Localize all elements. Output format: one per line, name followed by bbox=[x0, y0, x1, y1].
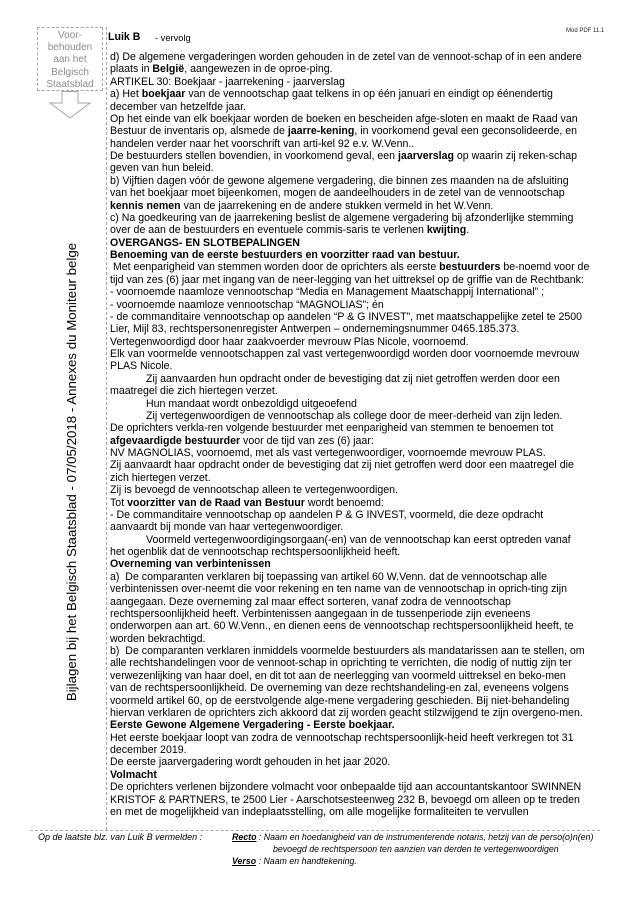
text-run: maatregel die zich hiertegen verzet. bbox=[110, 385, 278, 398]
text-line bbox=[110, 583, 600, 595]
text-run: Zij aanvaardt haar opdracht onder de bevestiging dat zij niet getroffen werd door een maatregel die bbox=[110, 459, 574, 472]
text-line bbox=[110, 410, 600, 422]
text-run: Met eenparigheid van stemmen worden door de oprichters als eerste bbox=[110, 261, 440, 274]
text-line bbox=[110, 323, 600, 335]
bold-text-run: boekjaar bbox=[141, 88, 186, 101]
text-run: zich hiertegen verzet. bbox=[110, 471, 211, 484]
text-run: rechtspersoonlijkheid heeft. Verbintenissen aangegaan in de tussenperiode zijn eveneens bbox=[110, 607, 531, 620]
text-line bbox=[110, 261, 600, 273]
text-line bbox=[110, 732, 600, 744]
text-run: van de jaarrekening en de andere stukken vermeld in het W.Venn. bbox=[180, 199, 494, 212]
bold-text-run: België bbox=[152, 63, 185, 76]
text-run: Zij aanvaarden hun opdracht onder de bevestiging dat zij niet getroffen werden door een bbox=[146, 372, 560, 385]
text-line bbox=[110, 509, 600, 521]
bold-text-run: jaarverslag bbox=[397, 150, 454, 162]
form-code: Mod PDF 11.1 bbox=[566, 28, 605, 34]
text-line bbox=[110, 76, 600, 88]
text-run: b) Vijftien dagen vóór de gewone algemene vergadering, die binnen zes maanden na de afsluiting bbox=[110, 174, 569, 187]
reserved-area-line: aan het bbox=[53, 54, 87, 66]
text-run: en met de mogelijkheid van indeplaatsstelling, om alle mogelijke formaliteiten te vervullen bbox=[110, 805, 529, 818]
text-run: december 2019. bbox=[110, 744, 187, 756]
text-line bbox=[110, 113, 600, 125]
text-line bbox=[110, 187, 600, 199]
text-run: Lier, Mijl 83, rechtspersonenregister Antwerpen – ondernemingsnummer 0465.185.373. bbox=[110, 323, 520, 336]
text-line bbox=[110, 695, 600, 707]
text-line bbox=[110, 769, 600, 781]
text-line bbox=[110, 534, 600, 546]
text-line bbox=[110, 596, 600, 608]
text-run: Het eerste boekjaar loopt van zodra de vennootschap rechtspersoonlijk-heid heeft verkregen tot 31 bbox=[110, 731, 574, 744]
text-line bbox=[110, 360, 600, 372]
text-line bbox=[110, 237, 600, 249]
text-line bbox=[110, 224, 600, 236]
text-run: het ogenblik dat de vennootschap rechtspersoonlijkheid heeft. bbox=[110, 546, 401, 558]
text-line bbox=[110, 657, 600, 669]
bold-text-run: Volmacht bbox=[110, 768, 157, 781]
text-line bbox=[110, 521, 600, 533]
text-run: Zij is bevoegd de vennootschap alleen te vertegenwoordigen. bbox=[110, 484, 398, 497]
text-run: . bbox=[466, 224, 470, 237]
bold-text-run: afgevaardigde bestuurder bbox=[110, 434, 241, 447]
text-run: - de commanditaire vennootschap op aandelen “P & G INVEST”, met maatschappelijke zetel te 2500 bbox=[110, 310, 583, 323]
section-title: Luik B bbox=[108, 31, 141, 43]
section-continuation: - vervolg bbox=[155, 33, 191, 43]
footer-instruction: Op de laatste blz. van Luik B vermelden : bbox=[38, 832, 203, 842]
text-run: Elk van voormelde vennootschappen zal vast vertegenwoordigd worden door voornoemde mevrouw bbox=[110, 348, 580, 360]
vertical-annex-label: Bijlagen bij het Belgisch Staatsblad - 07/05/2018 - Annexes du Moniteur belge bbox=[64, 242, 79, 702]
bold-text-run: OVERGANGS- EN SLOTBEPALINGEN bbox=[110, 236, 300, 249]
text-line bbox=[110, 138, 600, 150]
text-run: c) Na goedkeuring van de jaarrekening beslist de algemene vergadering bij afzonderlijke stemming bbox=[110, 211, 574, 224]
text-run: a) Het bbox=[110, 88, 142, 101]
text-line bbox=[110, 373, 600, 385]
text-line bbox=[110, 212, 600, 224]
text-line bbox=[110, 51, 600, 63]
text-run: worden bekrachtigd. bbox=[110, 632, 206, 645]
reserved-area-line: Belgisch bbox=[51, 66, 89, 78]
text-run: De eerste jaarvergadering wordt gehouden in het jaar 2020. bbox=[110, 756, 391, 769]
text-run: Voormeld vertegenwoordigingsorgaan(-en) van de vennootschap kan eerst optreden vanaf bbox=[146, 533, 571, 546]
text-run: voormeld artikel 60, op de eerstvolgende alge-mene vergadering geschieden. Bij niet-behandeling bbox=[110, 694, 570, 707]
text-line bbox=[110, 558, 600, 570]
text-run: , in voorkomend geval een geconsolideerde, en bbox=[354, 125, 578, 138]
text-run: december van hetzelfde jaar. bbox=[110, 100, 247, 113]
text-line bbox=[110, 88, 600, 100]
recto-text: : Naam en hoedanigheid van de instrumenterende notaris, hetzij van de perso(o)n(en) bbox=[256, 832, 594, 842]
text-line bbox=[110, 571, 600, 583]
text-run: verbintenissen over-neemt die voor rekening en ten name van de vennootschap in oprich-ting zijn bbox=[110, 583, 567, 596]
text-line bbox=[110, 299, 600, 311]
bold-text-run: kennis nemen bbox=[110, 199, 181, 212]
text-line bbox=[110, 200, 600, 212]
text-line bbox=[110, 781, 600, 793]
reserved-area bbox=[37, 27, 103, 91]
text-line bbox=[110, 497, 600, 509]
text-run: onderworpen aan art. 60 W.Venn., en dienen eens de vennootschap rechtspersoonlijkheid heeft, te bbox=[110, 620, 574, 633]
text-run: aangegaan. Deze overneming zal maar effect sorteren, vanaf zodra de vennootschap bbox=[110, 595, 511, 608]
text-run: ARTIKEL 30: Boekjaar - jaarrekening - jaarverslag bbox=[110, 75, 345, 88]
text-run: Bestuur de inventaris op, alsmede de bbox=[110, 125, 288, 138]
text-line bbox=[110, 484, 600, 496]
text-run: Op het einde van elk boekjaar worden de boeken en bescheiden afge-sloten en maakt de Raad van bbox=[110, 112, 578, 125]
body-text bbox=[110, 51, 600, 818]
text-run: van de rechtspersoonlijkheid. De overneming van deze rechtshandeling-en zal, eveneens volgens bbox=[110, 682, 569, 695]
text-line bbox=[110, 645, 600, 657]
text-run: De oprichters verkla-ren volgende bestuurder met eenparigheid van stemmen te benoemen tot bbox=[110, 422, 554, 435]
text-line bbox=[110, 794, 600, 806]
text-line bbox=[110, 633, 600, 645]
text-run: hiervan verklaren de oprichters zich akkoord dat zij worden geacht stilzwijgend te zijn overgeno-men. bbox=[110, 706, 583, 719]
text-run: plaats in bbox=[110, 63, 153, 76]
bold-text-run: jaarre-kening bbox=[287, 125, 355, 138]
text-run: , aangewezen in de oproe-ping. bbox=[184, 63, 333, 76]
text-run: Tot bbox=[110, 496, 128, 509]
reserved-area-line: Staatsblad bbox=[46, 78, 94, 90]
text-line bbox=[110, 756, 600, 768]
text-line bbox=[110, 682, 600, 694]
text-line bbox=[110, 175, 600, 187]
recto-label: Recto bbox=[232, 832, 257, 842]
text-line bbox=[110, 311, 600, 323]
reserved-area-line: Voor- bbox=[58, 30, 82, 41]
text-line bbox=[110, 472, 600, 484]
text-line bbox=[110, 398, 600, 410]
text-run: b) De comparanten verklaren inmiddels voormelde bestuurders als mandatarissen aan te stellen, om bbox=[110, 645, 585, 657]
text-line bbox=[110, 336, 600, 348]
text-line bbox=[110, 422, 600, 434]
text-run: a) De comparanten verklaren bij toepassing van artikel 60 W.Venn. dat de vennootschap alle bbox=[110, 570, 547, 583]
frame-bottom-rule bbox=[30, 830, 600, 831]
footer-recto bbox=[232, 832, 593, 843]
text-run: van de vennootschap gaat telkens in op één januari en eindigt op éénendertig bbox=[185, 88, 553, 101]
text-run: op waarin zij reken-schap bbox=[453, 150, 578, 162]
text-line bbox=[110, 162, 600, 174]
bold-text-run: Benoeming van de eerste bestuurders en voorzitter raad van bestuur. bbox=[110, 249, 460, 261]
text-line bbox=[110, 719, 600, 731]
text-line bbox=[110, 620, 600, 632]
text-run: KRISTOF & PARTNERS, te 2500 Lier - Aarschotsesteenweg 232 B, bevoegd om alleen op te treden bbox=[110, 793, 580, 806]
bold-text-run: Eerste Gewone Algemene Vergadering - Eerste boekjaar. bbox=[110, 719, 395, 732]
text-line bbox=[110, 546, 600, 558]
text-line bbox=[110, 274, 600, 286]
text-run: alle rechtshandelingen voor de vennoot-schap in oprichting te verrichten, die nodig of nuttig zijn ter bbox=[110, 657, 572, 670]
text-run: NV MAGNOLIAS, voornoemd, met als vast vertegenwoordiger, voornoemde mevrouw PLAS. bbox=[110, 447, 546, 459]
bold-text-run: kwijting bbox=[426, 224, 467, 237]
bold-text-run: bestuurders bbox=[439, 261, 501, 274]
text-line bbox=[110, 806, 600, 818]
verso-label: Verso bbox=[232, 856, 257, 866]
text-run: Hun mandaat wordt onbezoldigd uitgeoefend bbox=[146, 397, 357, 410]
text-run: voor de tijd van zes (6) jaar: bbox=[240, 434, 374, 447]
frame-left-rule bbox=[106, 27, 107, 830]
text-line bbox=[110, 670, 600, 682]
text-run: over de aan de bestuurders en eventuele commis-saris te verlenen bbox=[110, 224, 427, 237]
text-line bbox=[110, 435, 600, 447]
down-arrow-icon bbox=[46, 91, 94, 121]
text-run: aanvaardt bij monde van haar vertegenwoordiger. bbox=[110, 521, 344, 534]
reserved-area-line: behouden bbox=[47, 42, 93, 54]
footer-verso bbox=[232, 856, 357, 867]
text-line bbox=[110, 385, 600, 397]
text-line bbox=[110, 707, 600, 719]
text-line bbox=[110, 249, 600, 261]
text-line bbox=[110, 63, 600, 75]
text-line bbox=[110, 101, 600, 113]
text-line bbox=[110, 286, 600, 298]
text-run: handelen verder naar het voorschrift van arti-kel 92 e.v. W.Venn.. bbox=[110, 137, 415, 150]
text-run: d) De algemene vergaderingen worden gehouden in de zetel van de vennoot-schap of in een andere bbox=[110, 51, 582, 63]
text-run: tijd van zes (6) jaar met ingang van de neer-legging van het uittreksel op de griffie van de Rechtbank: bbox=[110, 273, 584, 286]
text-line bbox=[110, 459, 600, 471]
text-line bbox=[110, 447, 600, 459]
bold-text-run: voorzitter van de Raad van Bestuur bbox=[127, 496, 305, 509]
text-run: Zij vertegenwoordigen de vennootschap als college door de meer-derheid van zijn leden. bbox=[146, 409, 563, 422]
text-run: be-noemd voor de bbox=[500, 261, 590, 274]
bold-text-run: Overneming van verbintenissen bbox=[110, 558, 271, 571]
text-line bbox=[110, 744, 600, 756]
text-run: Vertegenwoordigd door haar zaakvoerder mevrouw Plas Nicole, voornoemd. bbox=[110, 335, 469, 348]
verso-text: : Naam en handtekening. bbox=[256, 856, 357, 866]
text-run: - De commanditaire vennootschap op aandelen P & G INVEST, voormeld, die deze opdracht bbox=[110, 508, 544, 521]
text-run: geven van hun beleid. bbox=[110, 162, 214, 175]
text-run: - voornoemde naamloze vennootschap “MAGNOLIAS”; én bbox=[110, 298, 384, 311]
text-run: De oprichters verlenen bijzondere volmacht voor onbepaalde tijd aan accountantskantoor SWINNEN bbox=[110, 781, 582, 794]
text-line bbox=[110, 608, 600, 620]
text-line bbox=[110, 125, 600, 137]
footer-recto-continued: bevoegd de rechtspersoon ten aanzien van derden te vertegenwoordigen bbox=[273, 844, 559, 854]
text-line bbox=[110, 348, 600, 360]
text-run: verwezenlijking van haar doel, en dit tot aan de neerlegging van voormeld uittreksel en beko-men bbox=[110, 669, 566, 682]
text-run: PLAS Nicole. bbox=[110, 360, 173, 373]
text-run: wordt benoemd: bbox=[304, 496, 384, 509]
text-run: De bestuurders stellen bovendien, in voorkomend geval, een bbox=[110, 150, 398, 162]
text-run: van het boekjaar moet bijeenkomen, mogen de aandeelhouders in de zetel van de vennootschap bbox=[110, 187, 565, 200]
text-run: - voornoemde naamloze vennootschap “Media en Management Maatschappij International” ; bbox=[110, 286, 545, 299]
text-line bbox=[110, 150, 600, 162]
